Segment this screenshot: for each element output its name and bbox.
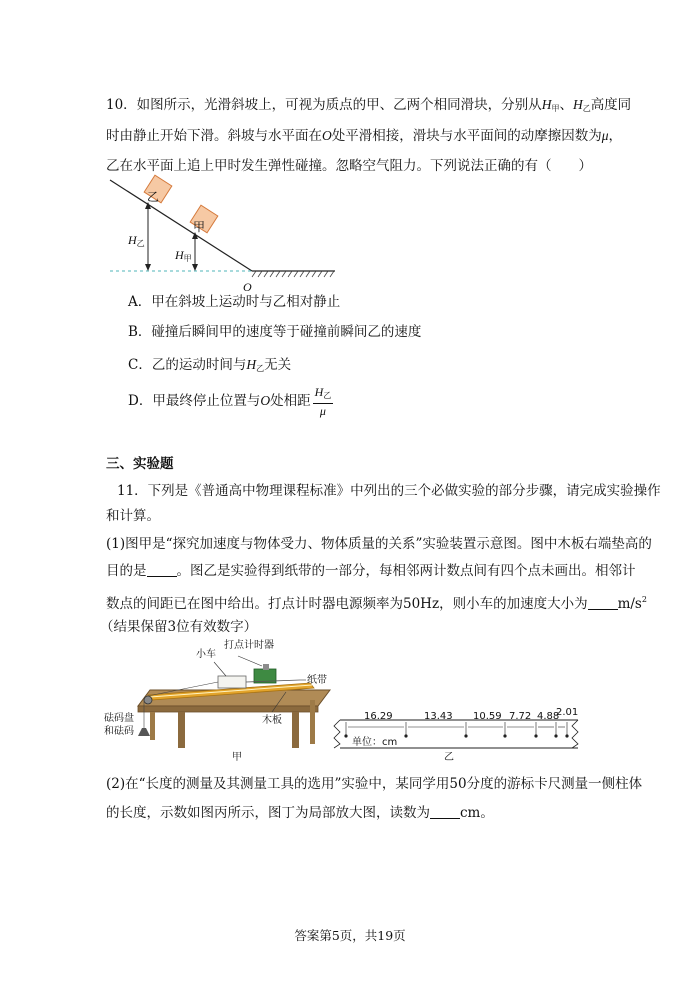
option-a: A．甲在斜坡上运动时与乙相对静止: [128, 294, 341, 310]
h-jia-label: $H_甲$: [175, 248, 192, 263]
tape-seg-6: 2.01: [556, 707, 579, 718]
tape-seg-4: 7.72: [509, 711, 532, 722]
tape-unit: 单位：cm: [352, 737, 398, 748]
answer-blank-3[interactable]: [430, 805, 460, 819]
option-c: C．乙的运动时间与$H_乙$无关: [128, 357, 292, 373]
q11-p1-line2: 目的是 。图乙是实验得到纸带的一部分，每相邻两计数点间有四个点未画出。相邻计: [106, 563, 636, 579]
q11-p2-line2: 的长度，示数如图丙所示，图丁为局部放大图，读数为 cm。: [106, 805, 494, 821]
block-yi-label: 乙: [147, 190, 160, 204]
option-b: B．碰撞后瞬间甲的速度等于碰撞前瞬间乙的速度: [128, 324, 422, 340]
q11-line1: 11．下列是《普通高中物理课程标准》中列出的三个必做实验的部分步骤，请完成实验操作: [117, 483, 661, 499]
tape-seg-1: 16.29: [364, 711, 393, 722]
h-yi-label: $H_乙$: [128, 233, 145, 248]
q11-line2: 和计算。: [106, 508, 160, 524]
tape-dimension-ticks: [346, 722, 567, 736]
weights-label: 砝码盘 和砝码: [104, 713, 134, 737]
q11-p2-line1: (2)在“长度的测量及其测量工具的选用”实验中，某同学用50分度的游标卡尺测量一侧柱体: [106, 776, 643, 792]
block-jia-label: 甲: [193, 220, 206, 234]
q11-p1-line4: （结果保留3位有效数字）: [100, 619, 258, 635]
figure-yi-caption: 乙: [444, 752, 454, 763]
fraction-h-over-mu: $\frac{H_乙}{\mu}$: [314, 385, 332, 418]
timer-label: 打点计时器: [224, 640, 274, 651]
q11-p1-line3: 数点的间距已在图中给出。打点计时器电源频率为50Hz，则小车的加速度大小为 $m/s^2$: [106, 595, 647, 612]
option-d: D．甲最终停止位置与O处相距 $\frac{H_乙}{\mu}$: [128, 385, 332, 418]
origin-label: O: [243, 280, 252, 294]
section-title: 三、实验题: [106, 456, 174, 472]
tape-seg-3: 10.59: [473, 711, 502, 722]
tape-seg-5: 4.88: [537, 711, 560, 722]
tape-seg-2: 13.43: [424, 711, 453, 722]
q10-line3: 乙在水平面上追上甲时发生弹性碰撞。忽略空气阻力。下列说法正确的有（ ）: [106, 158, 592, 174]
page-footer: 答案第5页，共19页: [294, 928, 406, 943]
figure-jia-caption: 甲: [232, 752, 242, 763]
tape-label: 纸带: [307, 675, 327, 686]
cart-label: 小车: [196, 649, 216, 660]
q10-line1: 10．如图所示，光滑斜坡上，可视为质点的甲、乙两个相同滑块，分别从$H_甲$、$H_乙$高度同: [106, 97, 632, 113]
q10-line2: 时由静止开始下滑。斜坡与水平面在O处平滑相接，滑块与水平面间的动摩擦因数为μ，: [106, 128, 623, 144]
q11-p1-line1: (1)图甲是“探究加速度与物体受力、物体质量的关系”实验装置示意图。图中木板右端垫高的: [106, 536, 652, 552]
board-label: 木板: [262, 715, 282, 726]
